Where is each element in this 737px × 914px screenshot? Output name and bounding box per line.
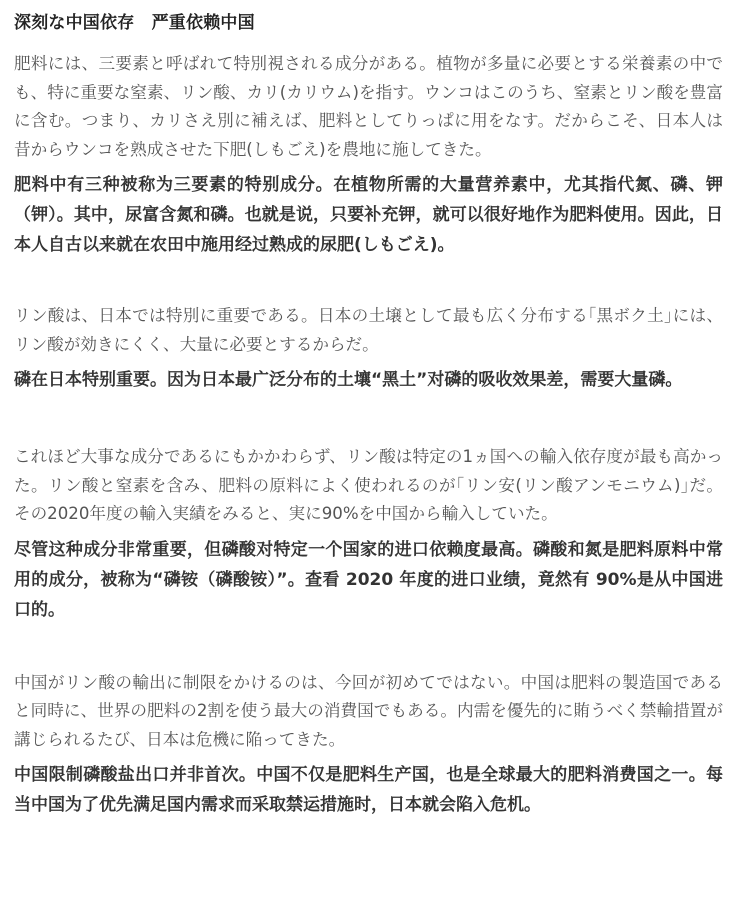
section-phosphate-importance [14, 302, 723, 395]
section-import-dependency [14, 443, 723, 625]
chinese-translation: 中国限制磷酸盐出口并非首次。中国不仅是肥料生产国，也是全球最大的肥料消费国之一。每当中国为了优先满足国内需求而采取禁运措施时，日本就会陷入危机。 [14, 765, 723, 815]
japanese-paragraph: 中国がリン酸の輸出に制限をかけるのは、今回が初めてではない。中国は肥料の製造国であると同時に、世界の肥料の2割を使う最大の消費国でもある。内需を優先的に賄うべく禁輸措置が講じられるたび、日本は危機に陥ってきた。 [14, 672, 723, 749]
chinese-translation: 磷在日本特别重要。因为日本最广泛分布的土壤“黑土”对磷的吸收效果差，需要大量磷。 [14, 370, 683, 390]
section-fertilizer-elements [14, 50, 723, 260]
japanese-paragraph: これほど大事な成分であるにもかかわらず、リン酸は特定の1ヵ国への輸入依存度が最も高かった。リン酸と窒素を含み、肥料の原料によく使われるのが｢リン安(リン酸アンモニウム)｣だ。その2020年度の輸入実績をみると、実に90%を中国から輸入していた。 [14, 447, 723, 523]
article-title: 深刻な中国依存 严重依赖中国 [14, 13, 255, 33]
paragraph-spacer [14, 625, 723, 669]
japanese-paragraph: 肥料には、三要素と呼ばれて特別視される成分がある。植物が多量に必要とする栄養素の中でも、特に重要な窒素、リン酸、カリ(カリウム)を指す。ウンコはこのうち、窒素とリン酸を豊富に含む。つまり、カリさえ別に補えば、肥料としてりっぱに用をなす。だからこそ、日本人は昔からウンコを熟成させた下肥(しもごえ)を農地に施してきた。 [14, 54, 723, 159]
chinese-translation: 尽管这种成分非常重要，但磷酸对特定一个国家的进口依赖度最高。磷酸和氮是肥料原料中常用的成分，被称为“磷铵（磷酸铵）”。查看 2020 年度的进口业绩，竟然有 90%是从中国进口的。 [14, 539, 723, 620]
chinese-translation: 肥料中有三种被称为三要素的特别成分。在植物所需的大量营养素中，尤其指代氮、磷、钾（钾）。其中，尿富含氮和磷。也就是说，只要补充钾，就可以很好地作为肥料使用。因此，日本人自古以来就在农田中施用经过熟成的尿肥(しもごえ)。 [14, 175, 723, 255]
paragraph-spacer [14, 395, 723, 443]
section-export-restrictions [14, 669, 723, 821]
japanese-paragraph: リン酸は、日本では特別に重要である。日本の土壌として最も広く分布する｢黒ボク土｣には、リン酸が効きにくく、大量に必要とするからだ。 [14, 306, 723, 354]
paragraph-spacer [14, 260, 723, 302]
